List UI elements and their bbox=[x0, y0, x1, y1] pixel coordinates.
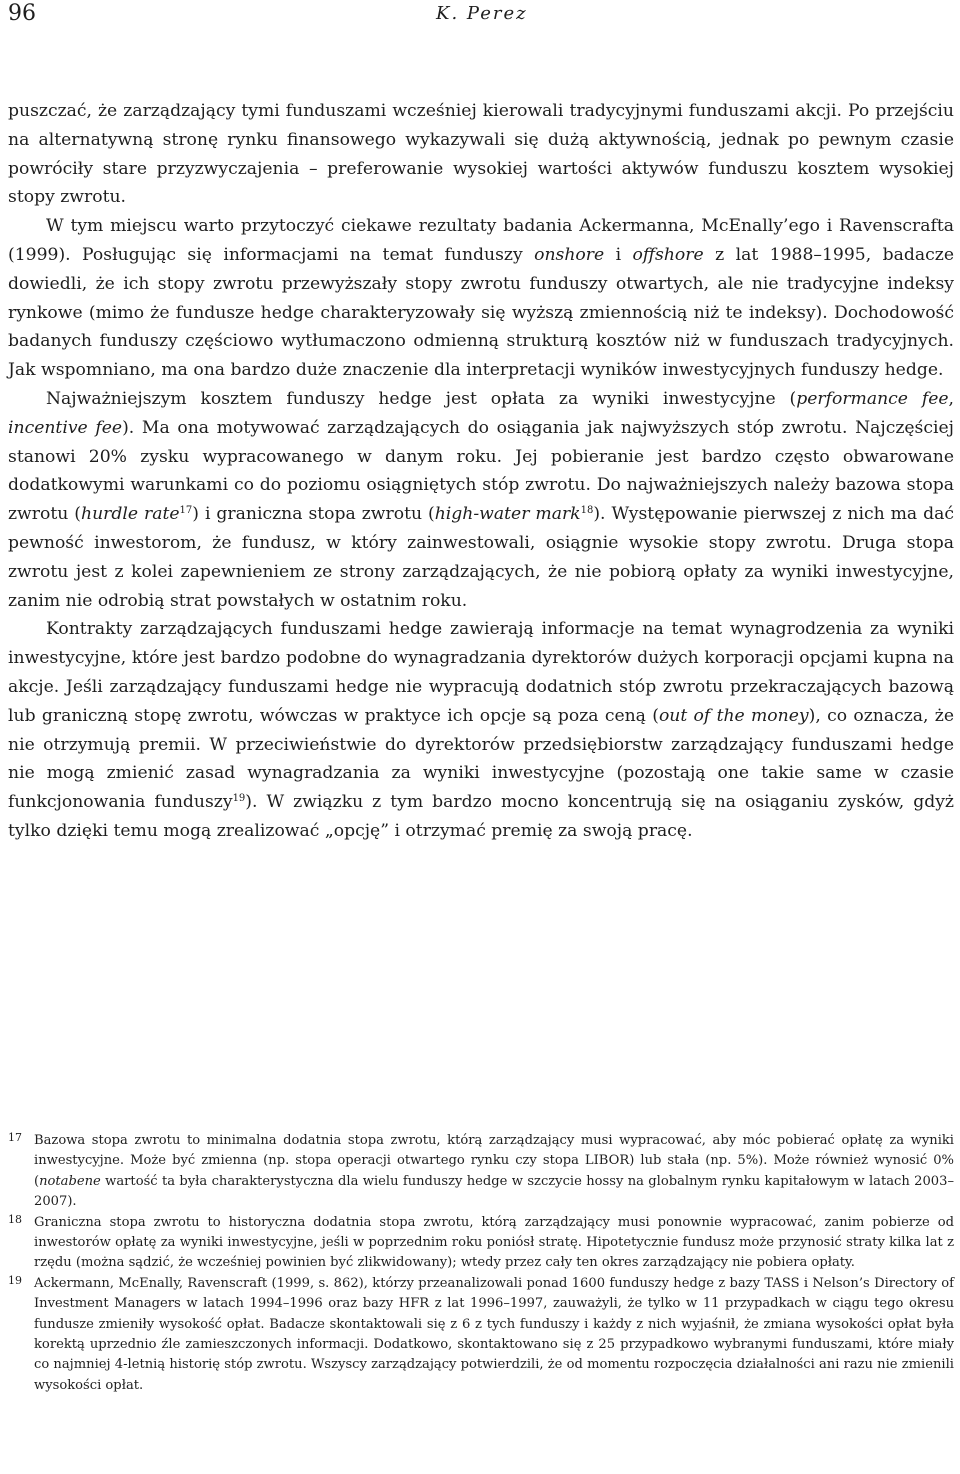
footnote-18: 18 Graniczna stopa zwrotu to historyczna dodatnia stopa zwrotu, którą zarządzający musi ponownie wypracować, zanim pobierze od inwestorów opłatę za wyniki inwestycyjne, jeśli w poprzednim roku poniósł stratę. Hipotetycznie fundusz może przynosić straty kilka lat z rzędu (można sądzić, że wcześniej powinien być zlikwidowany); wtedy przez cały ten okres zarządzający nie pobiera opłaty. bbox=[8, 1213, 954, 1274]
footnote-17: 17 Bazowa stopa zwrotu to minimalna dodatnia stopa zwrotu, którą zarządzający musi wypracować, aby móc pobierać opłatę za wyniki inwestycyjne. Może być zmienna (np. stopa operacji otwartego rynku czy stopa LIBOR) lub stała (np. 5%). Może również wynosić 0% (notabene wartość ta była charakterystyczna dla wielu funduszy hedge w szczycie hossy na globalnym rynku kapitałowym w latach 2003–2007). bbox=[8, 1131, 954, 1213]
footnote-19: 19 Ackermann, McEnally, Ravenscraft (1999, s. 862), którzy przeanalizowali ponad 1600 funduszy hedge z bazy TASS i Nelson’s Directory of Investment Managers w latach 1994–1996 oraz bazy HFR z lat 1996–1997, zauważyli, że tylko w 11 przypadkach w ciągu tego okresu fundusze zmieniły wysokość opłat. Badacze skontaktowali się z 6 z tych funduszy i każdy z nich wyjaśnił, że zmiana wysokości opłat była korektą uprzednio źle zamieszczonych informacji. Dodatkowo, skontaktowano się z 25 przypadkowo wybranymi funduszami, które miały co najmniej 4-letnią historię stóp zwrotu. Wszyscy zarządzający potwierdzili, że od momentu rozpoczęcia działalności ani razu nie zmienili wysokości opłat. bbox=[8, 1274, 954, 1396]
page-number: 96 bbox=[8, 1, 36, 26]
term-hurdle-rate: hurdle rate bbox=[81, 504, 180, 525]
body-text bbox=[8, 97, 954, 846]
page-header bbox=[8, 0, 954, 30]
footnote-ref-17[interactable]: 17 bbox=[179, 505, 193, 517]
term-performance-fee: performance fee bbox=[796, 388, 949, 409]
paragraph-4: Kontrakty zarządzających funduszami hedge zawierają informacje na temat wynagrodzenia za wyniki inwestycyjne, które jest bardzo podobne do wynagradzania dyrektorów dużych korporacji opcjami kupna na akcje. Jeśli zarządzający funduszami hedge nie wypracują dodatnich stóp zwrotu przekraczających bazową lub graniczną stopę zwrotu, wówczas w praktyce ich opcje są poza ceną (out of the money), co oznacza, że nie otrzymują premii. W przeciwieństwie do dyrektorów przedsiębiorstw zarządzający funduszami hedge nie mogą zmienić zasad wynagradzania za wyniki inwestycyjne (pozostają one takie same w czasie funkcjonowania funduszy$^{19}$). W związku z tym bardzo mocno koncentrują się na osiąganiu zysków, gdyż tylko dzięki temu mogą zrealizować „opcję” i otrzymać premię za swoją pracę. bbox=[8, 619, 955, 841]
term-notabene: notabene bbox=[39, 1173, 101, 1189]
term-offshore: offshore bbox=[632, 244, 704, 265]
term-onshore: onshore bbox=[534, 244, 605, 265]
document-page bbox=[8, 0, 955, 1393]
footnote-number: 18 bbox=[8, 1212, 22, 1226]
paragraph-2: W tym miejscu warto przytoczyć ciekawe rezultaty badania Ackermanna, McEnally’ego i Ravenscrafta (1999). Posługując się informacjami na temat funduszy onshore i offshore z lat 1988–1995, badacze dowiedli, że ich stopy zwrotu przewyższały stopy zwrotu funduszy otwartych, ale nie tradycyjne indeksy rynkowe (mimo że fundusze hedge charakteryzowały się wyższą zmiennością niż te indeksy). Dochodowość badanych funduszy częściowo wytłumaczono odmienną strukturą kosztów niż w funduszach tradycyjnych. Jak wspomniano, ma ona bardzo duże znaczenie dla interpretacji wyników inwestycyjnych funduszy hedge. bbox=[8, 216, 954, 381]
term-out-of-the-money: out of the money bbox=[658, 705, 809, 726]
paragraph-3: Najważniejszym kosztem funduszy hedge jest opłata za wyniki inwestycyjne (performance fee, incentive fee). Ma ona motywować zarządzających do osiągania jak najwyższych stóp zwrotu. Najczęściej stanowi 20% zysku wypracowanego w danym roku. Jej pobieranie jest bardzo często obwarowane dodatkowymi warunkami co do poziomu osiągniętych stóp zwrotu. Do najważniejszych należy bazowa stopa zwrotu (hurdle rate$^{17}$) i graniczna stopa zwrotu (high-water mark$^{18}$). Występowanie pierwszej z nich ma dać pewność inwestorom, że fundusz, w który zainwestowali, osiągnie wysokie stopy zwrotu. Druga stopa zwrotu jest z kolei zapewnieniem ze strony zarządzających, że nie pobiorą opłaty za wyniki inwestycyjne, zanim nie odrobią strat powstałych w ostatnim roku. bbox=[8, 388, 955, 611]
footnotes bbox=[8, 1131, 954, 1396]
term-incentive-fee: incentive fee bbox=[8, 417, 123, 438]
footnote-ref-18[interactable]: 18 bbox=[580, 505, 594, 517]
running-head-author: K. Perez bbox=[436, 3, 528, 24]
footnote-ref-19[interactable]: 19 bbox=[232, 793, 246, 805]
footnote-number: 17 bbox=[8, 1131, 22, 1144]
footnote-number: 19 bbox=[8, 1273, 22, 1287]
term-high-water-mark: high-water mark bbox=[434, 504, 581, 525]
paragraph-1: puszczać, że zarządzający tymi funduszami wcześniej kierowali tradycyjnymi funduszami akcji. Po przejściu na alternatywną stronę rynku finansowego wykazywali się dużą aktywnością, jednak po pewnym czasie powróciły stare przyzwyczajenia – preferowanie wysokiej wartości aktywów funduszu kosztem wysokiej stopy zwrotu. bbox=[8, 101, 954, 208]
